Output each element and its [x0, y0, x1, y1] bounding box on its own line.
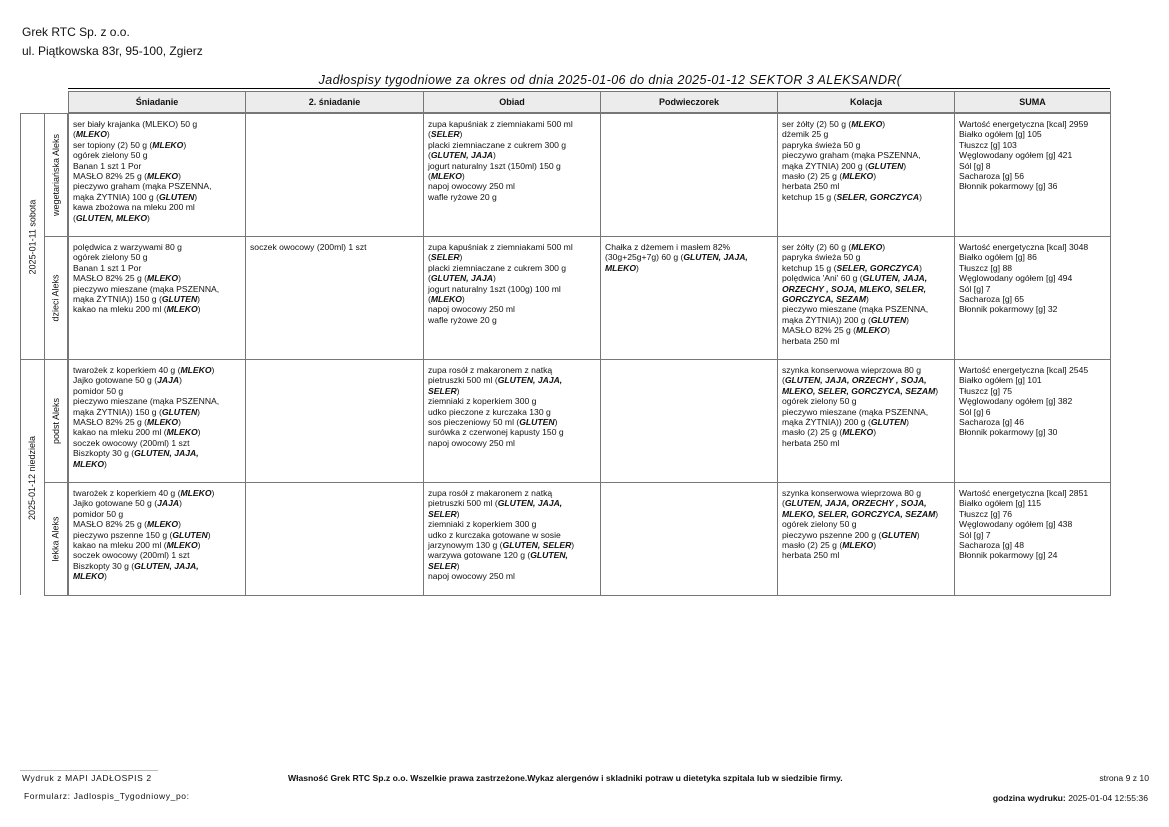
allergen-text: GLUTEN, JAJA, [134, 448, 199, 459]
cell-obiad [423, 113, 601, 237]
menu-line: placki ziemniaczane z cukrem 300 g [428, 139, 567, 150]
menu-line: Tłuszcz [g] 76 [959, 508, 1013, 519]
company-name: Grek RTC Sp. z o.o. [22, 25, 130, 39]
cell-2-sniadanie [245, 482, 424, 596]
allergen-text: MLEKO [166, 304, 198, 315]
menu-line: zupa rosół z makaronem z natką [428, 488, 553, 498]
menu-line: pieczywo graham (mąka PSZENNA, [73, 181, 212, 192]
menu-line: Jajko gotowane 50 g (JAJA) [73, 498, 182, 509]
menu-line: kakao na mleku 200 ml (MLEKO) [73, 540, 201, 551]
cell-2-sniadanie [245, 236, 424, 360]
allergen-text: GLUTEN [867, 160, 904, 171]
menu-line: herbata 250 ml [782, 550, 840, 561]
cell-kolacja [777, 482, 955, 596]
menu-line: Białko ogółem [g] 105 [959, 129, 1042, 140]
menu-line: soczek owocowy (200ml) 1 szt [250, 242, 367, 252]
menu-line: ser biały krajanka (MLEKO) 50 g [73, 119, 198, 129]
menu-line: Sól [g] 7 [959, 283, 991, 294]
menu-line: herbata 250 ml [782, 181, 840, 192]
cell-suma [954, 482, 1111, 596]
print-time-label: godzina wydruku: [992, 793, 1066, 803]
menu-line: napoj owocowy 250 ml [428, 571, 515, 582]
allergen-text: JAJA [157, 375, 180, 386]
menu-line: Wartość energetyczna [kcal] 2545 [959, 365, 1089, 375]
cell-sniadanie [68, 359, 246, 483]
column-header-suma: SUMA [954, 91, 1111, 113]
cell-kolacja [777, 359, 955, 483]
allergen-text: MLEKO [147, 171, 179, 182]
column-header-kolacja: Kolacja [777, 91, 955, 113]
column-header-podwieczorek: Podwieczorek [600, 91, 778, 113]
menu-line: ogórek zielony 50 g [782, 396, 857, 407]
menu-line: polędwica z warzywami 80 g [73, 242, 182, 252]
menu-line: SELER) [428, 508, 460, 519]
menu-line: polędwica 'Ani' 60 g (GLUTEN, JAJA, [782, 273, 928, 284]
menu-line: Błonnik pokarmowy [g] 36 [959, 181, 1058, 192]
menu-line: warzywa gotowane 120 g (GLUTEN, [428, 550, 568, 561]
menu-line: SELER) [428, 385, 460, 396]
menu-line: Błonnik pokarmowy [g] 24 [959, 550, 1058, 561]
menu-line: ser topiony (2) 50 g (MLEKO) [73, 139, 187, 150]
menu-line: pietruszki 500 ml (GLUTEN, JAJA, [428, 375, 563, 386]
diet-label [44, 482, 68, 596]
diet-label [44, 113, 68, 237]
menu-line: zupa kapuśniak z ziemniakami 500 ml [428, 242, 573, 252]
column-header-sniadanie: Śniadanie [68, 91, 246, 113]
footer-page-number: strona 9 z 10 [1099, 773, 1149, 783]
menu-line: MLEKO, SELER, GORCZYCA, SEZAM) [782, 385, 939, 396]
menu-line: Białko ogółem [g] 101 [959, 375, 1042, 386]
allergen-text: GLUTEN, MLEKO [75, 212, 148, 223]
allergen-text: MLEKO [147, 417, 179, 428]
diet-name: lekka Aleks [51, 516, 61, 562]
allergen-text: ORZECHY , SOJA, MLEKO, SELER, [782, 283, 927, 294]
diet-label [44, 236, 68, 360]
title-underline [68, 88, 1110, 89]
footer-form: Formularz: Jadlospis_Tygodniowy_po: [24, 791, 190, 801]
menu-line: twarożek z koperkiem 40 g (MLEKO) [73, 488, 215, 498]
menu-line: mąka ŻYTNIA)) 200 g (GLUTEN) [782, 417, 910, 428]
menu-line: dżemik 25 g [782, 129, 829, 140]
cell-2-sniadanie [245, 359, 424, 483]
menu-line [782, 284, 950, 294]
allergen-text: GLUTEN, JAJA, [862, 273, 928, 284]
menu-line: soczek owocowy (200ml) 1 szt [73, 550, 190, 561]
menu-line: pieczywo mieszane (mąka PSZENNA, [782, 304, 929, 315]
menu-line: Sól [g] 8 [959, 160, 991, 171]
menu-line: soczek owocowy (200ml) 1 szt [73, 437, 190, 448]
menu-line: surówka z czerwonej kapusty 150 g [428, 427, 564, 438]
allergen-text: GLUTEN, JAJA, [497, 498, 563, 509]
menu-line: Białko ogółem [g] 86 [959, 252, 1037, 263]
menu-line: kawa zbożowa na mleku 200 ml [73, 202, 195, 213]
menu-line: MASŁO 82% 25 g (MLEKO) [73, 417, 181, 428]
menu-line: ketchup 15 g (SELER, GORCZYCA) [782, 191, 922, 202]
menu-line: pietruszki 500 ml (GLUTEN, JAJA, [428, 498, 563, 509]
menu-line: GORCZYCA, SEZAM) [782, 294, 869, 305]
footer-print-time [993, 793, 1148, 803]
allergen-text: MLEKO [605, 262, 637, 273]
cell-obiad [423, 359, 601, 483]
menu-line: Sacharoza [g] 46 [959, 417, 1024, 428]
menu-line: napoj owocowy 250 ml [428, 437, 515, 448]
day-label [20, 113, 44, 359]
allergen-text: MLEKO [147, 273, 179, 284]
menu-line: Biszkopty 30 g (GLUTEN, JAJA, [73, 448, 199, 459]
allergen-text: GLUTEN, JAJA, ORZECHY , SOJA, [784, 375, 927, 386]
cell-obiad [423, 236, 601, 360]
allergen-text: GLUTEN [161, 406, 198, 417]
menu-line: ogórek zielony 50 g [73, 252, 148, 263]
menu-line: masło (2) 25 g (MLEKO) [782, 427, 877, 438]
allergen-text: SELER, GORCZYCA [836, 191, 920, 202]
allergen-text: SELER [428, 385, 457, 396]
menu-line: Wartość energetyczna [kcal] 2851 [959, 488, 1089, 498]
print-time-value: 2025-01-04 12:55:36 [1068, 793, 1148, 803]
allergen-text: MLEKO [851, 242, 883, 252]
menu-line: Tłuszcz [g] 103 [959, 139, 1017, 150]
menu-line: jarzynowym 130 g (GLUTEN, SELER) [428, 540, 575, 551]
menu-line: mąka ŻYTNIA)) 150 g (GLUTEN) [73, 406, 201, 417]
allergen-text: MLEKO [856, 325, 888, 336]
menu-line: ser żółty (2) 50 g (MLEKO) [782, 119, 886, 129]
footer-printout: Wydruk z MAPI JADŁOSPIS 2 [22, 773, 152, 783]
allergen-text: GLUTEN [870, 417, 907, 428]
menu-line: MLEKO, SELER, GORCZYCA, SEZAM) [782, 508, 939, 519]
menu-line: Błonnik pokarmowy [g] 32 [959, 304, 1058, 315]
column-header-2-sniadanie: 2. śniadanie [245, 91, 424, 113]
menu-line: ziemniaki z koperkiem 300 g [428, 519, 537, 530]
allergen-text: GLUTEN, JAJA, ORZECHY , SOJA, [784, 498, 927, 509]
allergen-text: GLUTEN [870, 314, 907, 325]
menu-line: sos pieczeniowy 50 ml (GLUTEN) [428, 417, 558, 428]
menu-line: herbata 250 ml [782, 437, 840, 448]
menu-line: Wartość energetyczna [kcal] 3048 [959, 242, 1089, 252]
allergen-text: GLUTEN, [530, 550, 568, 561]
menu-line: pieczywo graham (mąka PSZENNA, [782, 150, 921, 161]
day-date: 2025-01-12 niedziela [27, 435, 38, 520]
diet-name: wegetariańska Aleks [51, 133, 62, 217]
menu-line: mąka ŻYTNIA) 100 g (GLUTEN) [73, 191, 198, 202]
menu-line: pomidor 50 g [73, 508, 124, 519]
day-label [20, 359, 44, 595]
allergen-text: JAJA [157, 498, 180, 509]
menu-line: Jajko gotowane 50 g (JAJA) [73, 375, 182, 386]
menu-line: (MLEKO) [428, 294, 465, 305]
menu-line: (GLUTEN, JAJA, ORZECHY , SOJA, [782, 498, 927, 509]
menu-line: napoj owocowy 250 ml [428, 304, 515, 315]
allergen-text: SELER [428, 560, 457, 571]
menu-line: pieczywo mieszane (mąka PSZENNA, [73, 283, 220, 294]
day-date: 2025-01-11 sobota [27, 199, 38, 274]
cell-suma [954, 113, 1111, 237]
allergen-text: SELER [428, 508, 457, 519]
menu-line: ogórek zielony 50 g [73, 150, 148, 161]
allergen-text: GLUTEN, SELER [502, 540, 572, 551]
menu-line: Biszkopty 30 g (GLUTEN, JAJA, [73, 560, 199, 571]
allergen-text: GLUTEN [881, 529, 917, 540]
menu-line: mąka ŻYTNIA) 200 g (GLUTEN) [782, 160, 907, 171]
menu-line: (MLEKO) [73, 129, 110, 140]
menu-line: MLEKO) [73, 571, 107, 582]
menu-line: pieczywo pszenne 200 g (GLUTEN) [782, 529, 920, 540]
menu-line: (GLUTEN, JAJA) [428, 273, 496, 284]
allergen-text: MLEKO [851, 119, 883, 129]
menu-line: (30g+25g+7g) 60 g (GLUTEN, JAJA, [605, 252, 748, 263]
cell-2-sniadanie [245, 113, 424, 237]
allergen-text: GLUTEN [519, 417, 555, 428]
allergen-text: GLUTEN, JAJA, [134, 560, 199, 571]
menu-line: pieczywo mieszane (mąka PSZENNA, [73, 396, 220, 407]
menu-line: szynka konserwowa wieprzowa 80 g [782, 365, 921, 375]
menu-line: papryka świeża 50 g [782, 252, 861, 263]
allergen-text: MLEKO, SELER, GORCZYCA, SEZAM [782, 385, 936, 396]
menu-line: Banan 1 szt 1 Por [73, 160, 142, 171]
menu-line: wafle ryżowe 20 g [428, 314, 497, 325]
menu-line: pieczywo mieszane (mąka PSZENNA, [782, 406, 929, 417]
menu-line: papryka świeża 50 g [782, 139, 861, 150]
document-title: Jadłospisy tygodniowe za okres od dnia 2025-01-06 do dnia 2025-01-12 SEKTOR 3 ALEKSANDR( [318, 73, 902, 87]
company-address: ul. Piątkowska 83r, 95-100, Zgierz [22, 44, 203, 58]
menu-line: ketchup 15 g (SELER, GORCZYCA) [782, 262, 922, 273]
allergen-text: GLUTEN, JAJA, [683, 252, 748, 263]
menu-line: ogórek zielony 50 g [782, 519, 857, 530]
menu-line: Sacharoza [g] 56 [959, 171, 1024, 182]
menu-line: placki ziemniaczane z cukrem 300 g [428, 262, 567, 273]
allergen-text: MLEKO [152, 139, 184, 150]
menu-line: SELER) [428, 560, 460, 571]
allergen-text: GLUTEN, JAJA [430, 273, 493, 284]
allergen-text: GLUTEN, JAJA, [497, 375, 563, 386]
menu-line: (GLUTEN, JAJA, ORZECHY , SOJA, [782, 375, 927, 386]
cell-podwieczorek [600, 236, 778, 360]
menu-line: masło (2) 25 g (MLEKO) [782, 540, 877, 551]
allergen-text: MLEKO [166, 540, 198, 551]
menu-line: mąka ŻYTNIA)) 150 g (GLUTEN) [73, 294, 201, 305]
menu-line: udko z kurczaka gotowane w sosie [428, 529, 561, 540]
menu-line: Węglowodany ogółem [g] 382 [959, 396, 1073, 407]
allergen-text: MLEKO, SELER, GORCZYCA, SEZAM [782, 508, 936, 519]
menu-line: Sól [g] 6 [959, 406, 991, 417]
allergen-text: SELER, GORCZYCA [836, 262, 920, 273]
menu-line: Wartość energetyczna [kcal] 2959 [959, 119, 1089, 129]
allergen-text: MLEKO [73, 571, 105, 582]
allergen-text: GLUTEN, JAJA [430, 150, 493, 161]
cell-suma [954, 359, 1111, 483]
menu-line: Węglowodany ogółem [g] 421 [959, 150, 1073, 161]
menu-line: kakao na mleku 200 ml (MLEKO) [73, 427, 201, 438]
menu-line: Banan 1 szt 1 Por [73, 262, 142, 273]
menu-line: jogurt naturalny 1szt (100g) 100 ml [428, 283, 561, 294]
allergen-text: GLUTEN [158, 191, 195, 202]
menu-line: napoj owocowy 250 ml [428, 181, 515, 192]
menu-line: MASŁO 82% 25 g (MLEKO) [73, 171, 181, 182]
cell-podwieczorek [600, 359, 778, 483]
menu-line: zupa kapuśniak z ziemniakami 500 ml [428, 119, 573, 129]
footer-ownership: Własność Grek RTC Sp.z o.o. Wszelkie prawa zastrzeżone.Wykaz alergenów i skladniki potraw u dietetyka szpitala lub w siedzibie firmy. [288, 773, 843, 783]
menu-line: MLEKO) [73, 458, 107, 469]
menu-line: masło (2) 25 g (MLEKO) [782, 171, 877, 182]
allergen-text: SELER [430, 252, 460, 263]
menu-line: Błonnik pokarmowy [g] 30 [959, 427, 1058, 438]
menu-line: udko pieczone z kurczaka 130 g [428, 406, 551, 417]
column-header-obiad: Obiad [423, 91, 601, 113]
menu-line: Tłuszcz [g] 75 [959, 385, 1013, 396]
allergen-text: MLEKO [75, 129, 107, 140]
allergen-text: MLEKO [430, 294, 462, 305]
footer-rule [20, 770, 158, 771]
menu-line: MASŁO 82% 25 g (MLEKO) [73, 519, 181, 530]
diet-label [44, 359, 68, 483]
allergen-text: GLUTEN [161, 294, 198, 305]
menu-line: twarożek z koperkiem 40 g (MLEKO) [73, 365, 215, 375]
allergen-text: MLEKO [147, 519, 179, 530]
allergen-text: MLEKO [430, 171, 462, 182]
menu-line: (SELER) [428, 252, 463, 263]
menu-line: ser żółty (2) 60 g (MLEKO) [782, 242, 886, 252]
menu-line: wafle ryżowe 20 g [428, 191, 497, 202]
menu-line: kakao na mleku 200 ml (MLEKO) [73, 304, 201, 315]
cell-kolacja [777, 113, 955, 237]
menu-line: Sacharoza [g] 48 [959, 540, 1024, 551]
menu-line: (SELER) [428, 129, 463, 140]
cell-sniadanie [68, 113, 246, 237]
cell-kolacja [777, 236, 955, 360]
menu-line: MLEKO) [605, 262, 639, 273]
diet-name: dzieci Aleks [51, 274, 61, 322]
menu-line: Sacharoza [g] 65 [959, 294, 1024, 305]
menu-line: mąka ŻYTNIA)) 200 g (GLUTEN) [782, 314, 910, 325]
menu-line: zupa rosół z makaronem z natką [428, 365, 553, 375]
cell-podwieczorek [600, 113, 778, 237]
allergen-text: MLEKO [166, 427, 198, 438]
menu-line: jogurt naturalny 1szt (150ml) 150 g [428, 160, 561, 171]
menu-line: (GLUTEN, JAJA) [428, 150, 496, 161]
diet-name: podst Aleks [51, 397, 61, 445]
allergen-text: MLEKO [73, 458, 105, 469]
cell-obiad [423, 482, 601, 596]
menu-line: pomidor 50 g [73, 385, 124, 396]
menu-line: Węglowodany ogółem [g] 494 [959, 273, 1073, 284]
allergen-text: GORCZYCA, SEZAM [782, 294, 867, 305]
menu-line: Białko ogółem [g] 115 [959, 498, 1042, 509]
menu-line: (GLUTEN, MLEKO) [73, 212, 150, 223]
allergen-text: MLEKO [842, 427, 874, 438]
menu-line: pieczywo pszenne 150 g (GLUTEN) [73, 529, 211, 540]
cell-sniadanie [68, 236, 246, 360]
menu-line: (MLEKO) [428, 171, 465, 182]
menu-line: Chałka z dżemem i masłem 82% [605, 242, 731, 252]
menu-line: Tłuszcz [g] 88 [959, 262, 1013, 273]
menu-line: MASŁO 82% 25 g (MLEKO) [73, 273, 181, 284]
allergen-text: MLEKO [842, 171, 874, 182]
cell-podwieczorek [600, 482, 778, 596]
allergen-text: GLUTEN [172, 529, 208, 540]
menu-line: herbata 250 ml [782, 335, 840, 346]
allergen-text: MLEKO [842, 540, 874, 551]
allergen-text: MLEKO [180, 488, 212, 498]
menu-line: szynka konserwowa wieprzowa 80 g [782, 488, 921, 498]
menu-line: ziemniaki z koperkiem 300 g [428, 396, 537, 407]
menu-line: Sól [g] 7 [959, 529, 991, 540]
allergen-text: MLEKO [180, 365, 212, 375]
allergen-text: SELER [430, 129, 460, 140]
cell-suma [954, 236, 1111, 360]
menu-line: MASŁO 82% 25 g (MLEKO) [782, 325, 890, 336]
menu-line: Węglowodany ogółem [g] 438 [959, 519, 1073, 530]
cell-sniadanie [68, 482, 246, 596]
